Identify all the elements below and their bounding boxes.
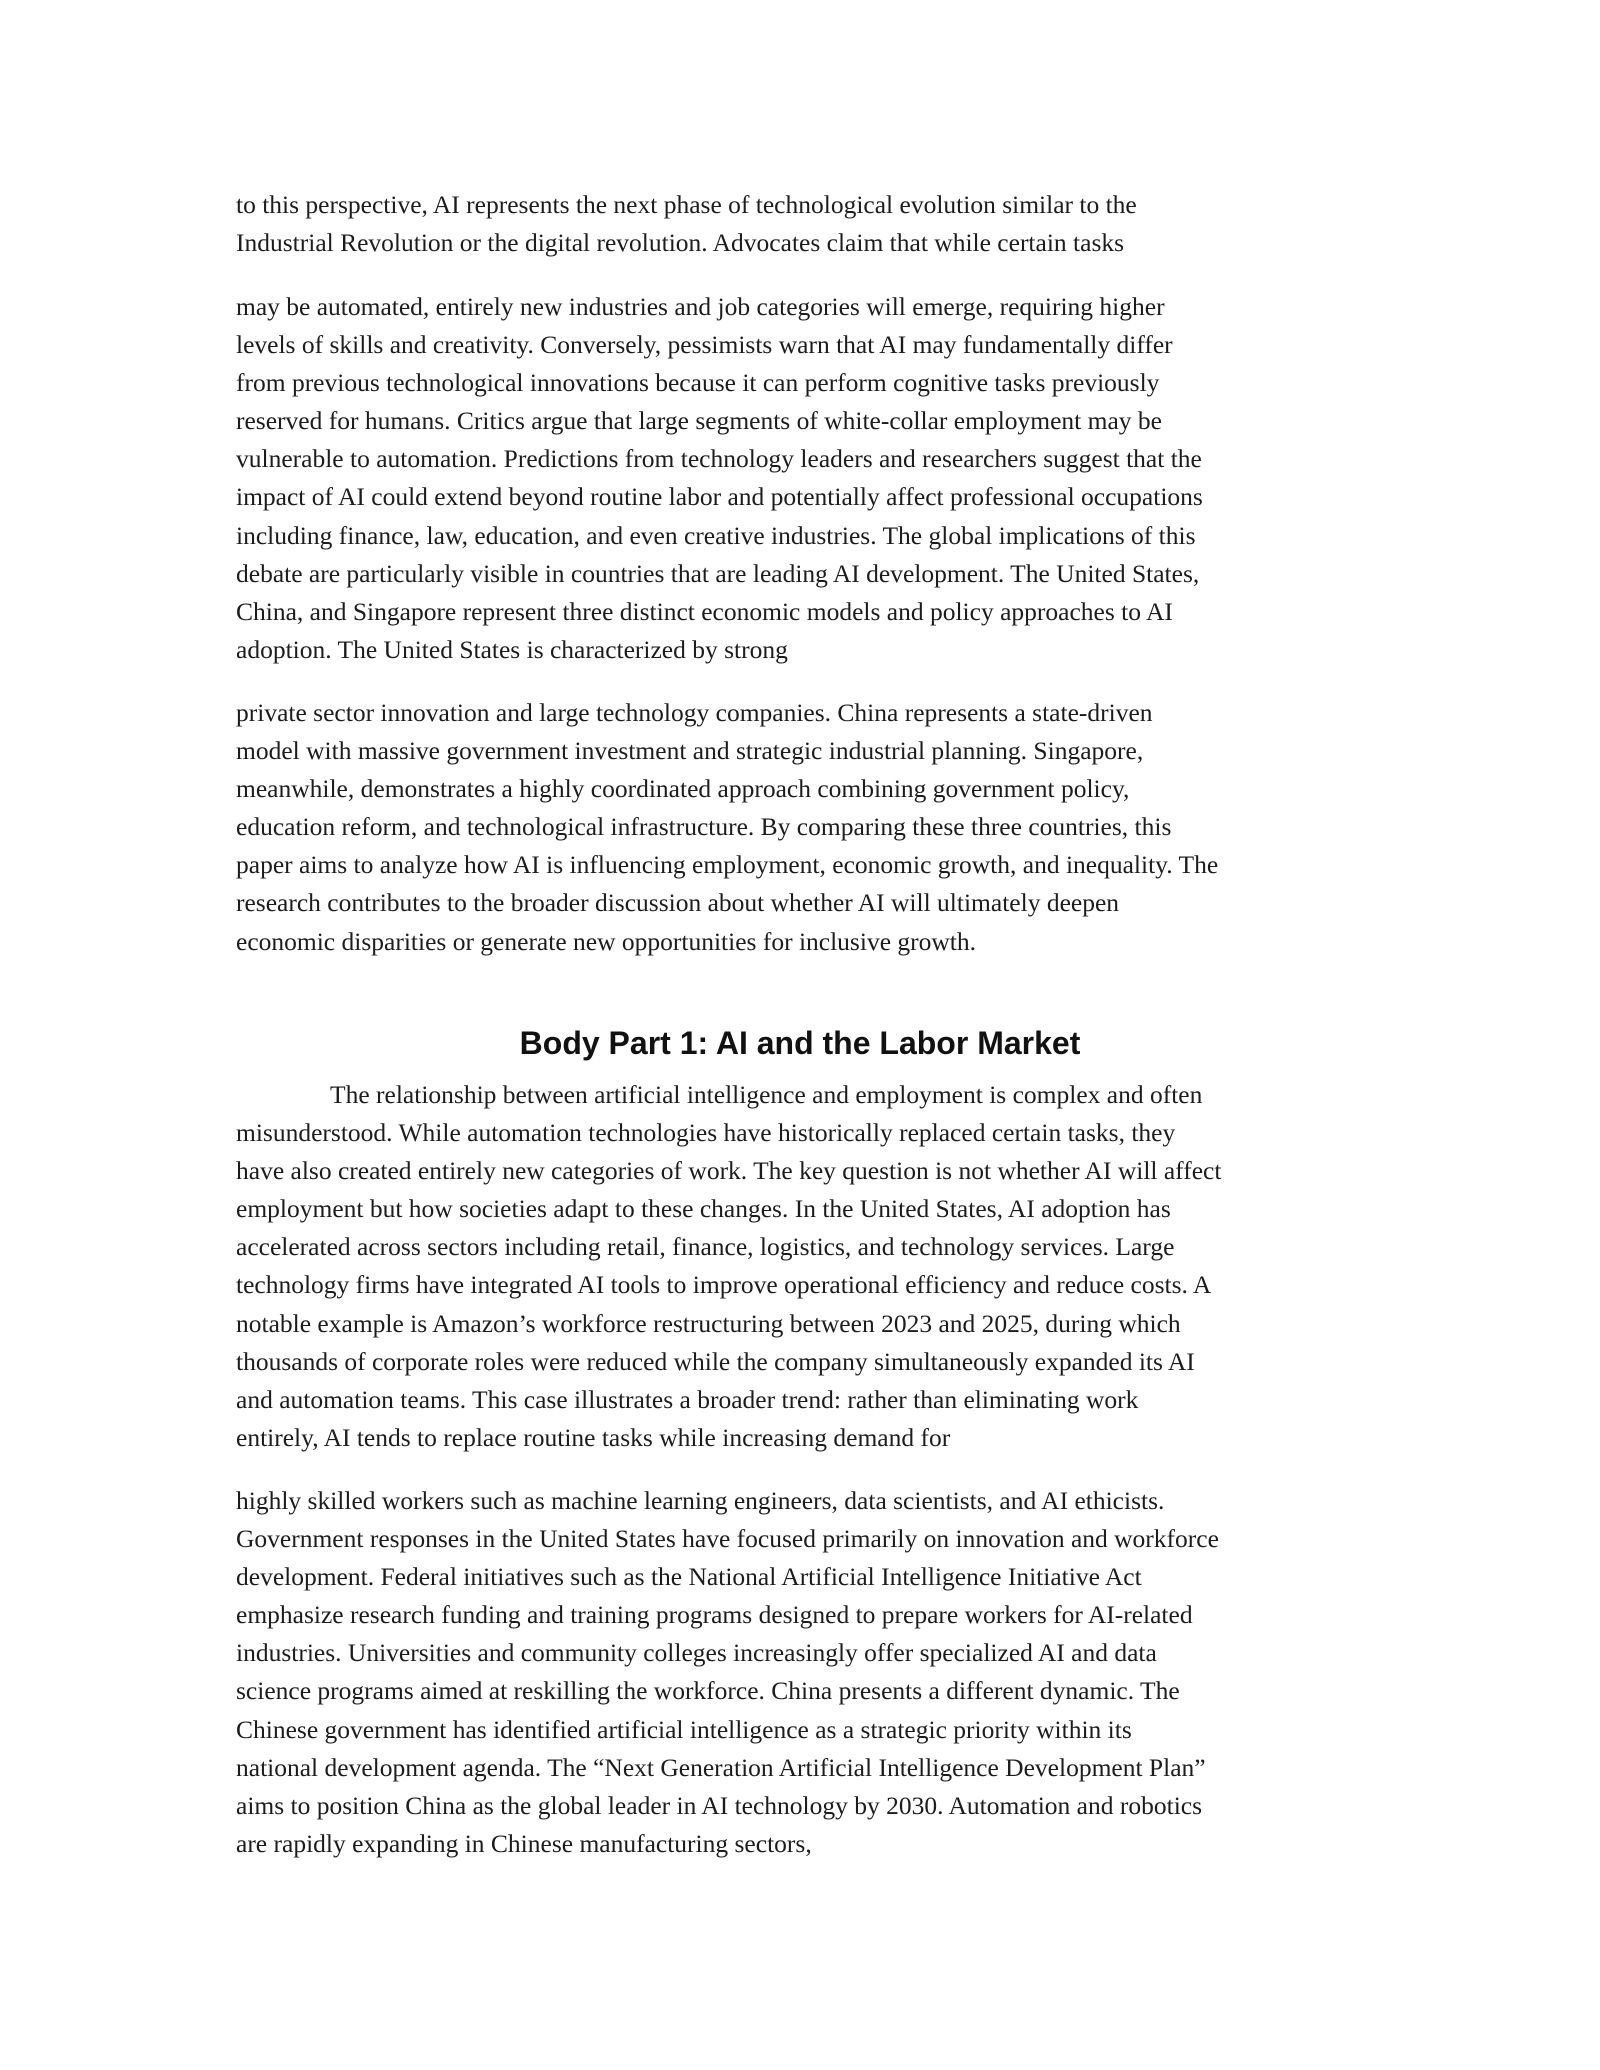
text-line: aims to position China as the global leader in AI technology by 2030. Automation and robotics: [236, 1790, 1203, 1820]
text-line: impact of AI could extend beyond routine labor and potentially affect professional occupations: [236, 482, 1203, 512]
paragraph-optimists-pessimists: [236, 288, 1396, 669]
text-line: science programs aimed at reskilling the workforce. China presents a different dynamic. The: [236, 1676, 1180, 1706]
text-line: meanwhile, demonstrates a highly coordinated approach combining government policy,: [236, 774, 1130, 804]
text-line: including finance, law, education, and even creative industries. The global implications of this: [236, 520, 1196, 550]
text-line: notable example is Amazon’s workforce restructuring between 2023 and 2025, during which: [236, 1308, 1181, 1338]
text-line: economic disparities or generate new opportunities for inclusive growth.: [236, 926, 976, 956]
text-line: Government responses in the United States have focused primarily on innovation and workforce: [236, 1524, 1219, 1554]
paragraph-continuation: [236, 186, 1396, 262]
text-line: development. Federal initiatives such as the National Artificial Intelligence Initiative Act: [236, 1562, 1142, 1592]
text-line: from previous technological innovations because it can perform cognitive tasks previously: [236, 368, 1160, 398]
text-line: levels of skills and creativity. Conversely, pessimists warn that AI may fundamentally differ: [236, 330, 1173, 360]
text-line: debate are particularly visible in countries that are leading AI development. The United States,: [236, 558, 1200, 588]
section-heading: Body Part 1: AI and the Labor Market: [519, 1025, 1081, 1061]
text-line: industries. Universities and community colleges increasingly offer specialized AI and data: [236, 1638, 1157, 1668]
text-line: research contributes to the broader discussion about whether AI will ultimately deepen: [236, 888, 1120, 918]
text-line: paper aims to analyze how AI is influencing employment, economic growth, and inequality. The: [236, 850, 1219, 880]
text-line: vulnerable to automation. Predictions from technology leaders and researchers suggest that the: [236, 444, 1202, 474]
text-line: technology firms have integrated AI tools to improve operational efficiency and reduce costs. A: [236, 1270, 1212, 1300]
text-line: may be automated, entirely new industries and job categories will emerge, requiring higher: [236, 292, 1165, 321]
text-line: model with massive government investment and strategic industrial planning. Singapore,: [236, 736, 1144, 766]
text-line: have also created entirely new categories of work. The key question is not whether AI will affect: [236, 1156, 1222, 1186]
text-line: reserved for humans. Critics argue that large segments of white-collar employment may be: [236, 406, 1162, 436]
text-line: The relationship between artificial intelligence and employment is complex and often: [330, 1080, 1203, 1109]
text-line: to this perspective, AI represents the next phase of technological evolution similar to the: [236, 190, 1137, 219]
text-line: accelerated across sectors including retail, finance, logistics, and technology services. Large: [236, 1232, 1175, 1262]
paragraph-government-responses: [236, 1482, 1396, 1863]
paragraph-labor-market: [236, 1076, 1396, 1457]
text-line: adoption. The United States is characterized by strong: [236, 634, 788, 664]
text-line: Industrial Revolution or the digital revolution. Advocates claim that while certain tasks: [236, 228, 1125, 258]
text-line: private sector innovation and large technology companies. China represents a state-driven: [236, 698, 1153, 727]
text-line: highly skilled workers such as machine learning engineers, data scientists, and AI ethicists.: [236, 1486, 1165, 1515]
text-line: are rapidly expanding in Chinese manufacturing sectors,: [236, 1828, 812, 1858]
text-line: employment but how societies adapt to these changes. In the United States, AI adoption has: [236, 1194, 1171, 1224]
text-line: and automation teams. This case illustrates a broader trend: rather than eliminating work: [236, 1384, 1139, 1414]
text-line: China, and Singapore represent three distinct economic models and policy approaches to AI: [236, 596, 1173, 626]
text-line: thousands of corporate roles were reduced while the company simultaneously expanded its AI: [236, 1346, 1195, 1376]
text-line: education reform, and technological infrastructure. By comparing these three countries, this: [236, 812, 1172, 842]
text-line: emphasize research funding and training programs designed to prepare workers for AI-related: [236, 1600, 1193, 1630]
text-line: misunderstood. While automation technologies have historically replaced certain tasks, they: [236, 1118, 1176, 1148]
paragraph-country-models: [236, 694, 1396, 961]
text-line: entirely, AI tends to replace routine tasks while increasing demand for: [236, 1422, 951, 1452]
text-line: national development agenda. The “Next Generation Artificial Intelligence Development Plan”: [236, 1752, 1206, 1782]
text-line: Chinese government has identified artificial intelligence as a strategic priority within its: [236, 1714, 1132, 1744]
